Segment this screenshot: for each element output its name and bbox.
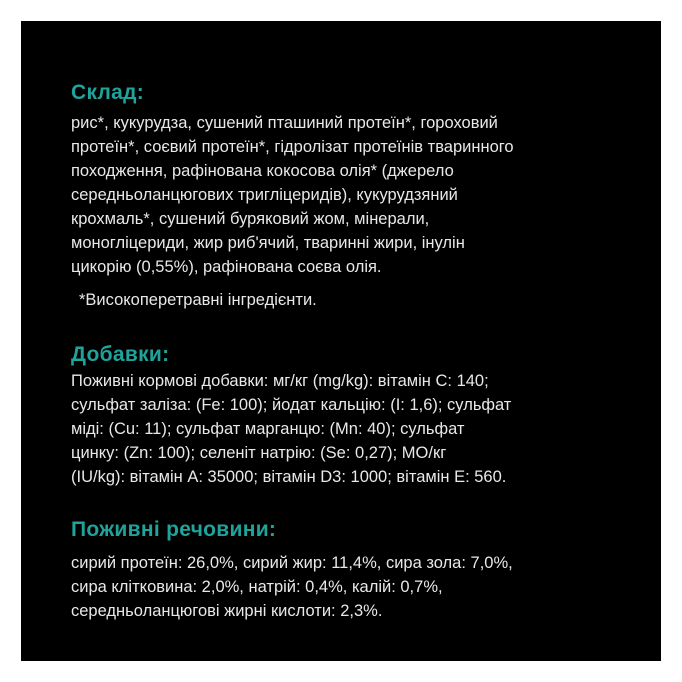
composition-footnote: *Високоперетравні інгредієнти. (79, 291, 317, 309)
nutrients-text: сирий протеїн: 26,0%, сирий жир: 11,4%, сира зола: 7,0%, сира клітковина: 2,0%, натрій: 0,4%, калій: 0,7%, середньоланцюгові жирні кислоти: 2,3%. (71, 554, 513, 620)
ingredients-panel (21, 21, 661, 661)
composition-text: рис*, кукурудза, сушений пташиний протеїн*, гороховий протеїн*, соєвий протеїн*, гідролізат протеїнів тваринного походження, рафінована кокосова олія* (джерело середньоланцюгових тригліцеридів), кукурудзяний крохмаль*, сушений буряковий жом, мінерали, моногліцериди, жир риб'ячий, тваринні жири, інулін цикорію (0,55%), рафінована соєва олія. (71, 114, 514, 276)
additives-text: Поживні кормові добавки: мг/кг (mg/kg): вітамін С: 140; сульфат заліза: (Fe: 100); йодат кальцію: (I: 1,6); сульфат міді: (Cu: 11); сульфат марганцю: (Mn: 40); сульфат цинку: (Zn: 100); селеніт натрію: (Se: 0,27); МО/кг (IU/kg): вітамін А: 35000; вітамін D3: 1000; вітамін Е: 560. (71, 372, 512, 486)
composition-section (71, 79, 631, 312)
composition-heading: Склад: (71, 81, 145, 104)
additives-heading: Добавки: (71, 343, 170, 366)
nutrients-section (71, 516, 631, 623)
nutrients-heading: Поживні речовини: (71, 518, 277, 541)
additives-section (71, 341, 631, 489)
